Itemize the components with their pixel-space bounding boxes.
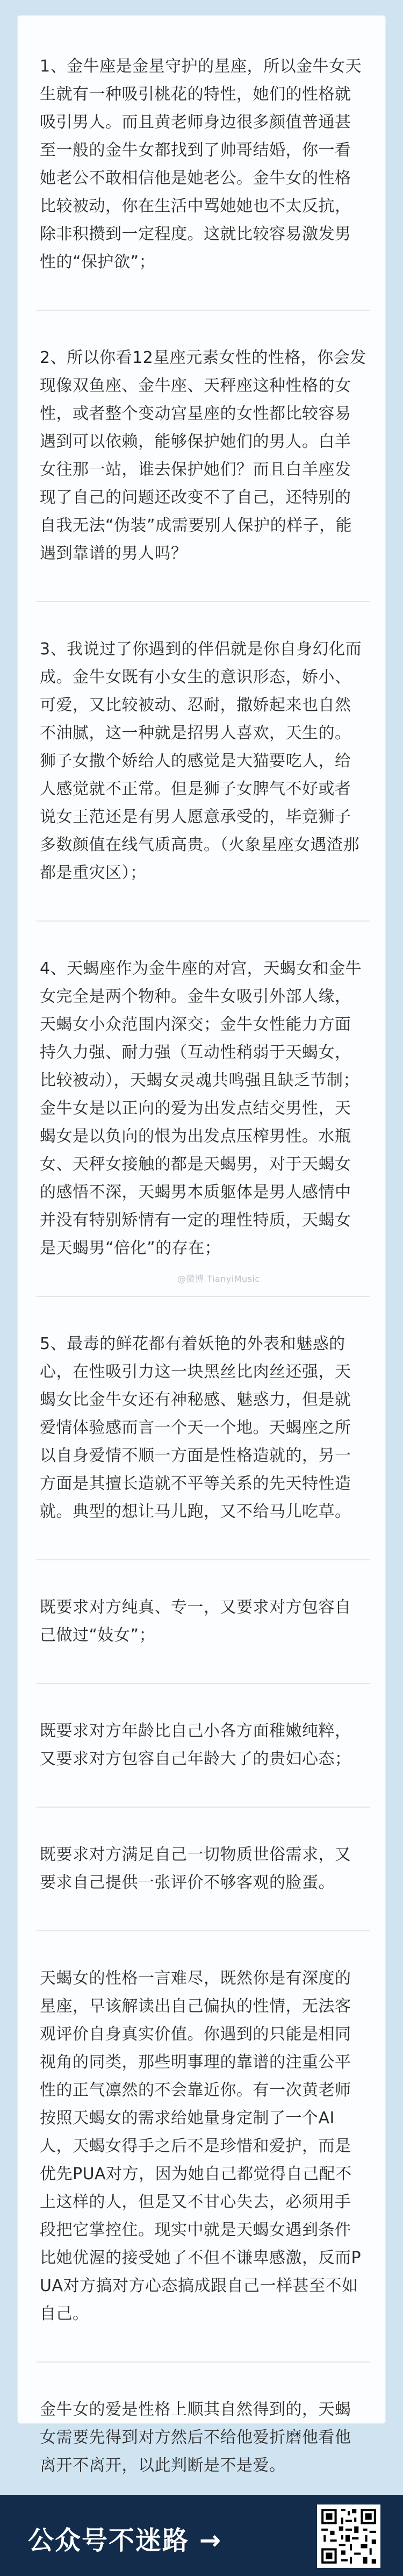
paragraph-4: 4、天蝎座作为金牛座的对宫，天蝎女和金牛女完全是两个物种。金牛女吸引外部人缘，天蝎女小众范围内深交；金牛女性能力方面持久力强、耐力强（互动性稍弱于天蝎女，比较被动），天蝎女灵魂共鸣强且缺乏节制；金牛女是以正向的爱为出发点结交男性，天蝎女是以负向的恨为出发点压榨男性。水瓶女、天秤女接触的都是天蝎男，对于天蝎女的感悟不深，天蝎男本质躯体是男人感情中并没有特别矫情有一定的理性特质，天蝎女是天蝎男“倍化”的存在； bbox=[40, 959, 362, 1258]
watermark: @微博 TianyiMusic bbox=[177, 1274, 260, 1284]
paragraph-8: 既要求对方满足自己一切物质世俗需求，又要求自己提供一张评价不够客观的脸蛋。 bbox=[40, 1845, 351, 1892]
paragraph-3: 3、我说过了你遇到的伴侣就是你自身幻化而成。金牛女既有小女生的意识形态，娇小、可爱，又比较被动、忍耐，撒娇起来也自然不油腻，这一种就是招男人喜欢，天生的。狮子女撒个娇给人的感觉是大猫要吃人，给人感觉就不正常。但是狮子女脾气不好或者说女王范还是有男人愿意承受的，毕竟狮子多数颜值在线气质高贵。（火象星座女遇渣那都是重灾区）； bbox=[40, 640, 362, 882]
footer-banner bbox=[0, 2495, 403, 2576]
section-divider bbox=[37, 920, 370, 922]
section-divider bbox=[37, 1807, 370, 1808]
section-divider bbox=[37, 1296, 370, 1297]
section-divider bbox=[37, 1683, 370, 1684]
paragraph-6: 既要求对方纯真、专一，又要求对方包容自己做过“妓女”； bbox=[40, 1598, 351, 1645]
paragraph-7: 既要求对方年龄比自己小各方面稚嫩纯粹，又要求对方包容自己年龄大了的贵妇心态； bbox=[40, 1722, 351, 1768]
section-divider bbox=[37, 2361, 370, 2363]
article-body bbox=[17, 15, 386, 2501]
qr-code-icon bbox=[317, 2504, 380, 2568]
footer-slogan: 公众号不迷路 → bbox=[28, 2525, 222, 2556]
article-card bbox=[17, 15, 386, 2475]
section-divider bbox=[37, 310, 370, 311]
paragraph-9: 天蝎女的性格一言难尽，既然你是有深度的星座，早该解读出自己偏执的性情，无法客观评价自身真实价值。你遇到的只能是相同视角的同类，那些明事理的靠谱的注重公平性的正气凛然的不会靠近你。有一次黄老师按照天蝎女的需求给她量身定制了一个AI人，天蝎女得手之后不是珍惜和爱护，而是优先PUA对方，因为她自己都觉得自己配不上这样的人，但是又不甘心失去，必须用手段把它掌控住。现实中就是天蝎女遇到条件比她优渥的接受她了不但不谦卑感激，反而PUA对方搞对方心态搞成跟自己一样甚至不如自己。 bbox=[40, 1969, 362, 2323]
section-divider bbox=[37, 1930, 370, 1931]
section-divider bbox=[37, 601, 370, 602]
section-divider bbox=[37, 1559, 370, 1560]
paragraph-2: 2、所以你看12星座元素女性的性格，你会发现像双鱼座、金牛座、天秤座这种性格的女性，或者整个变动宫星座的女性都比较容易遇到可以依赖，能够保护她们的男人。白羊女往那一站，谁去保护她们？而且白羊座发现了自己的问题还改变不了自己，还特别的自我无法“伪装”成需要别人保护的样子，能遇到靠谱的男人吗？ bbox=[40, 348, 366, 563]
paragraph-10: 金牛女的爱是性格上顺其自然得到的，天蝎女需要先得到对方然后不给他爱折磨他看他离开不离开，以此判断是不是爱。 bbox=[40, 2400, 351, 2475]
qr-code-graphic bbox=[317, 2504, 380, 2568]
paragraph-5: 5、最毒的鲜花都有着妖艳的外表和魅惑的心，在性吸引力这一块黑丝比肉丝还强，天蝎女比金牛女还有神秘感、魅惑力，但是就爱情体验感而言一个天一个地。天蝎座之所以自身爱情不顺一方面是性格造就的，另一方面是其擅长造就不平等关系的先天特性造就。典型的想让马儿跑，又不给马儿吃草。 bbox=[40, 1335, 351, 1521]
paragraph-1: 1、金牛座是金星守护的星座，所以金牛女天生就有一种吸引桃花的特性，她们的性格就吸引男人。而且黄老师身边很多颜值普通甚至一般的金牛女都找到了帅哥结婚，你一看她老公不敢相信他是她老公。金牛女的性格比较被动，你在生活中骂她她也不太反抗，除非积攒到一定程度。这就比较容易激发男性的“保护欲”； bbox=[40, 57, 362, 272]
